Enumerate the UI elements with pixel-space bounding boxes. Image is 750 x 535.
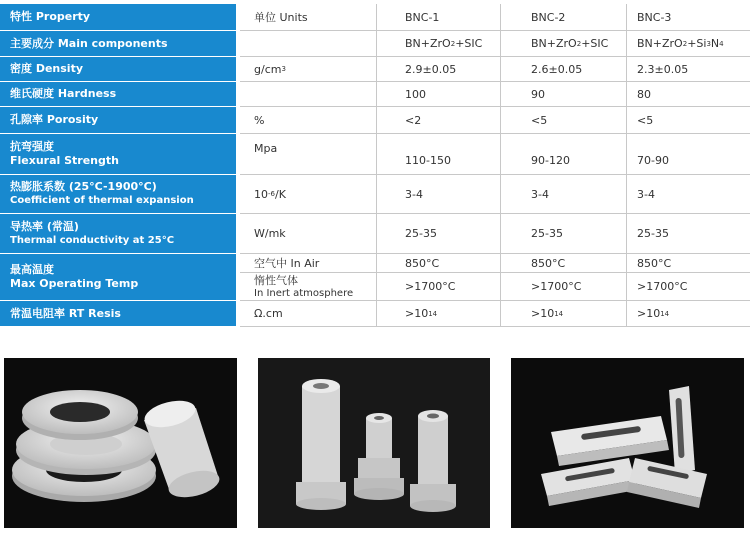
value-bnc2-expansion: 3-4 (500, 175, 626, 214)
table-row-hardness (0, 82, 750, 107)
value-bnc3-resistivity: >10 14 (626, 301, 750, 327)
value-bnc1-components: BN+ZrO 2 +SIC (376, 31, 500, 57)
unit-density: g/cm 3 (240, 57, 376, 82)
value-bnc1-density: 2.9±0.05 (376, 57, 500, 82)
unit-in-air: 空气中 In Air (240, 254, 376, 273)
table-row-max-temp (0, 254, 750, 301)
header-units: 单位 Units (240, 4, 376, 31)
row-label-porosity: 孔隙率 Porosity (0, 107, 236, 134)
value-bnc1-inert: >1700°C (376, 273, 500, 301)
row-label-thermal-expansion: 热膨胀系数 (25°C-1900°C) Coefficient of thermal expansion (0, 175, 236, 214)
unit-main-components (240, 31, 376, 57)
unit-flexural: Mpa (240, 134, 376, 175)
value-bnc2-inert: >1700°C (500, 273, 626, 301)
value-bnc3-flexural: 70-90 (626, 134, 750, 175)
row-label-thermal-conductivity: 导热率 (常温) Thermal conductivity at 25°C (0, 214, 236, 254)
unit-resistivity: Ω.cm (240, 301, 376, 327)
max-temp-inert-subrow (240, 273, 750, 301)
value-bnc2-air: 850°C (500, 254, 626, 273)
row-label-resistivity: 常温电阻率 RT Resis (0, 301, 236, 327)
value-bnc3-conductivity: 25-35 (626, 214, 750, 254)
row-label-max-temp: 最高温度 Max Operating Temp (0, 254, 236, 301)
row-label-flexural-strength: 抗弯强度 Flexural Strength (0, 134, 236, 175)
header-bnc3: BNC-3 (626, 4, 750, 31)
row-label-main-components: 主要成分 Main components (0, 31, 236, 57)
table-row-porosity (0, 107, 750, 134)
header-bnc1: BNC-1 (376, 4, 500, 31)
value-bnc1-flexural: 110-150 (376, 134, 500, 175)
value-bnc3-air: 850°C (626, 254, 750, 273)
header-bnc2: BNC-2 (500, 4, 626, 31)
table-row-main-components (0, 31, 750, 57)
table-row-thermal-conductivity (0, 214, 750, 254)
table-row-density (0, 57, 750, 82)
value-bnc1-porosity: <2 (376, 107, 500, 134)
unit-inert-atmosphere: 惰性气体 In Inert atmosphere (240, 273, 376, 301)
table-header-row (0, 4, 750, 31)
product-photo-strip (0, 358, 750, 528)
value-bnc2-resistivity: >10 14 (500, 301, 626, 327)
value-bnc2-components: BN+ZrO 2 +SIC (500, 31, 626, 57)
header-property: 特性 Property (0, 4, 236, 31)
value-bnc1-resistivity: >10 14 (376, 301, 500, 327)
value-bnc3-inert: >1700°C (626, 273, 750, 301)
value-bnc3-components: BN+ZrO 2 +Si 3 N 4 (626, 31, 750, 57)
value-bnc3-density: 2.3±0.05 (626, 57, 750, 82)
value-bnc2-porosity: <5 (500, 107, 626, 134)
value-bnc3-hardness: 80 (626, 82, 750, 107)
value-bnc3-expansion: 3-4 (626, 175, 750, 214)
value-bnc2-conductivity: 25-35 (500, 214, 626, 254)
unit-thermal-conductivity: W/mk (240, 214, 376, 254)
table-row-resistivity (0, 301, 750, 327)
value-bnc2-flexural: 90-120 (500, 134, 626, 175)
value-bnc1-air: 850°C (376, 254, 500, 273)
value-bnc1-hardness: 100 (376, 82, 500, 107)
ceramic-rings-photo (4, 358, 237, 528)
table-row-thermal-expansion (0, 175, 750, 214)
max-temp-air-subrow (240, 254, 750, 273)
value-bnc1-expansion: 3-4 (376, 175, 500, 214)
ceramic-slotted-bars-photo (511, 358, 744, 528)
row-label-hardness: 维氏硬度 Hardness (0, 82, 236, 107)
value-bnc2-density: 2.6±0.05 (500, 57, 626, 82)
value-bnc1-conductivity: 25-35 (376, 214, 500, 254)
row-label-density: 密度 Density (0, 57, 236, 82)
unit-hardness (240, 82, 376, 107)
ceramic-nozzles-photo (258, 358, 490, 528)
table-row-flexural-strength (0, 134, 750, 175)
value-bnc3-porosity: <5 (626, 107, 750, 134)
value-bnc2-hardness: 90 (500, 82, 626, 107)
unit-porosity: % (240, 107, 376, 134)
unit-thermal-expansion: 10 -6 /K (240, 175, 376, 214)
